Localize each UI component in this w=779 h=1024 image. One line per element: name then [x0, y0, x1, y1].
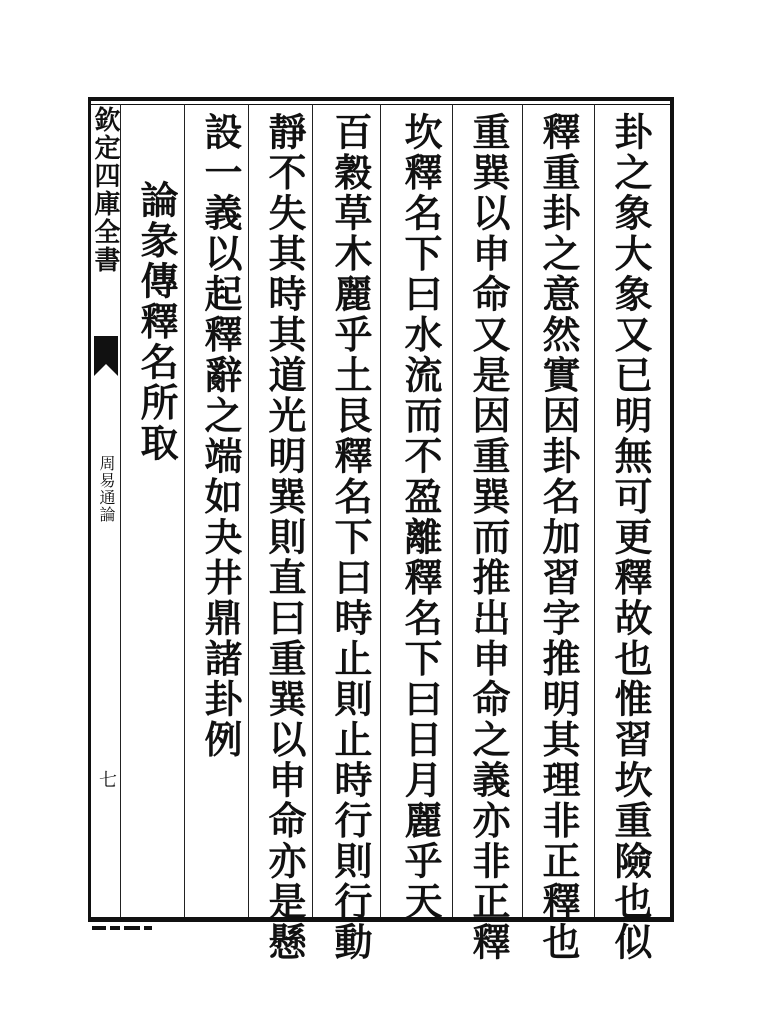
- text-column-5: 百穀草木麗乎土艮釋名下曰時止則止時行則行動: [328, 112, 373, 963]
- section-heading: 論彖傳釋名所取: [134, 180, 179, 464]
- text-column-7: 設一義以起釋辭之端如夬井鼎諸卦例: [198, 112, 243, 760]
- text-column-1: 卦之象大象又已明無可更釋故也惟習坎重險也似: [608, 112, 653, 963]
- margin-page-number: 七: [96, 770, 117, 788]
- column-rule: [184, 104, 185, 917]
- margin-book-series-title: 欽定四庫全書: [90, 106, 120, 274]
- frame-bottom-border: [88, 917, 674, 922]
- column-rule: [312, 104, 313, 917]
- frame-top-border: [88, 97, 674, 101]
- column-rule: [522, 104, 523, 917]
- text-column-2: 釋重卦之意然實因卦名加習字推明其理非正釋也: [536, 112, 581, 963]
- column-rule: [248, 104, 249, 917]
- column-rule: [120, 104, 121, 917]
- column-rule: [380, 104, 381, 917]
- column-rule: [452, 104, 453, 917]
- column-rule: [594, 104, 595, 917]
- frame-right-border: [670, 97, 674, 922]
- bottom-edge-marks: [92, 926, 192, 932]
- margin-book-title: 周易通論: [97, 455, 116, 523]
- frame-top-inner-border: [88, 104, 674, 105]
- text-column-4: 坎釋名下曰水流而不盈離釋名下曰日月麗乎天: [398, 112, 443, 922]
- text-column-3: 重巽以申命又是因重巽而推出申命之義亦非正釋: [466, 112, 511, 963]
- fish-tail-mark-icon: [94, 336, 118, 376]
- text-column-6: 靜不失其時其道光明巽則直曰重巽以申命亦是懸: [262, 112, 307, 963]
